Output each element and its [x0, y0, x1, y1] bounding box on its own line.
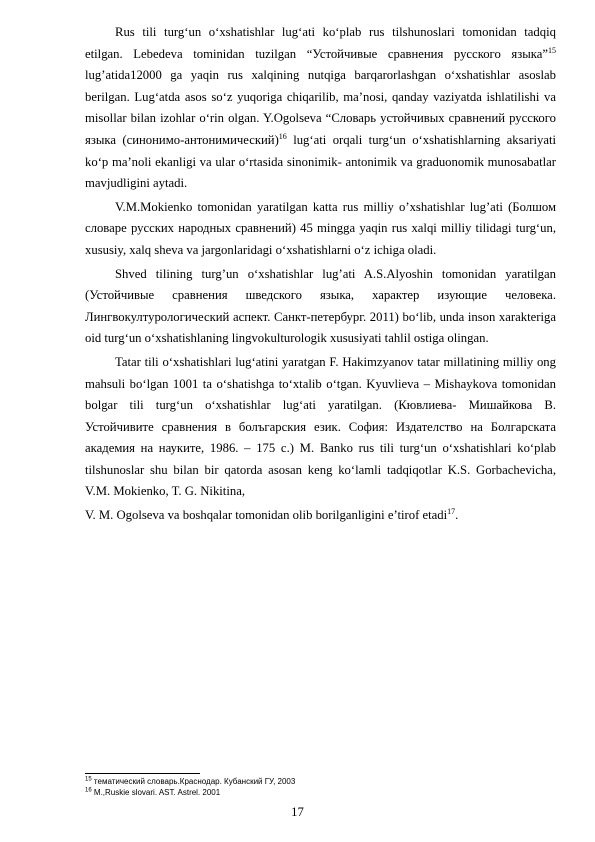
paragraph-5-text-b: . — [455, 508, 459, 523]
footnote-15 — [85, 776, 556, 787]
paragraph-1-text-a: Rus tili turg‘un o‘xshatishlar lug‘ati ko‘plab rus tilshunoslari tomonidan tadqiq etilgan. Lebedeva tominidan tuzilgan “Устойчивые сравнения русского языка” — [85, 25, 556, 61]
footnote-text: M.,Ruskie slovari. AST. Astrel. 2001 — [93, 788, 221, 797]
footnote-number: 16 — [85, 787, 92, 794]
footnote-text: тематический словарь.Краснодар. Кубанский ГУ, 2003 — [93, 777, 296, 786]
paragraph-1-text-c: lug‘ati orqali turg‘un o‘xshatishlarning aksariyati ko‘p ma’noli ekanligi va ular o‘rtasida sinonimik- antonimik va graduonomik munosabatlar mavjudligini aytadi. — [85, 132, 556, 191]
footnote-separator — [85, 773, 200, 774]
paragraph-2 — [85, 197, 556, 262]
page-number: 17 — [291, 805, 304, 819]
footnote-16 — [85, 787, 556, 798]
paragraph-4-text: Tatar tili o‘xshatishlari lug‘atini yaratgan F. Hakimzyanov tatar millatining milliy ong mahsuli bo‘lgan 1001 ta o‘shatishga to‘xtalib o‘tgan. Kyuvlieva – Mishaykova tomonidan bolgar tili turg‘un o‘xshatishlar lug‘ati yaratilgan. (Кювлиева- Мишайкова В. Устойчивите сравнения в болъгарския език. София: Издателство на Болгарската академия на науките, 1986. – 175 с.) M. Banko rus tili turg‘un o‘xshatishlari ko‘plab tilshunoslar shu bilan bir qatorda asosan keng ko‘lamli tadqiqotlar K.S. Gorbachevicha, V.M. Mokienko, T. G. Nikitina, — [85, 354, 556, 499]
footnote-ref-16[interactable]: 16 — [278, 131, 287, 141]
paragraph-5-text-a: V. M. Ogolseva va boshqalar tomonidan olib borilganligini e’tirof etadi — [85, 508, 448, 523]
paragraph-3-text: Shved tilining turg’un o‘xshatishlar lug’ati A.S.Alyoshin tomonidan yaratilgan (Устойчивые сравнения шведского языка, характер изующие человека. Лингвокултурологический аспект. Санкт-петербург. 2011) bo‘lib, unda inson xarakteriga oid turg‘un o‘xshatishlaning lingvokulturologik xususiyati tahlil ostiga olingan. — [85, 266, 556, 346]
paragraph-3 — [85, 264, 556, 350]
paragraph-1 — [85, 22, 556, 195]
paragraph-4 — [85, 352, 556, 503]
footnote-ref-17[interactable]: 17 — [447, 506, 456, 516]
footnotes — [85, 776, 556, 798]
footnote-number: 15 — [85, 776, 92, 783]
paragraph-1-text-b: lug’atida12000 ga yaqin rus xalqining nutqiga barqarorlashgan o‘xshatishlar asoslab berilgan. Lug‘atda asos so‘z yuqoriga chiqarilib, ma’nosi, qanday vaziyatda ishlatilishi va misollar bilan izohlar o‘rin olgan. Y.Ogolseva “Словарь устойчивых сравнений русского языка (синонимо-антонимический) — [85, 68, 556, 147]
document-body — [85, 22, 556, 529]
paragraph-2-text: V.M.Mokienko tomonidan yaratilgan katta rus milliy o’xshatishlar lug’ati (Болшом словаре русских народных сравнений) 45 mingga yaqin rus xalqi milliy tilidagi turg‘un, xususiy, xalq sheva va jargonlaridagi o‘xshatishlarni o‘z ichiga oladi. — [85, 199, 556, 257]
footnote-ref-15[interactable]: 15 — [548, 45, 556, 55]
paragraph-5 — [85, 505, 556, 527]
